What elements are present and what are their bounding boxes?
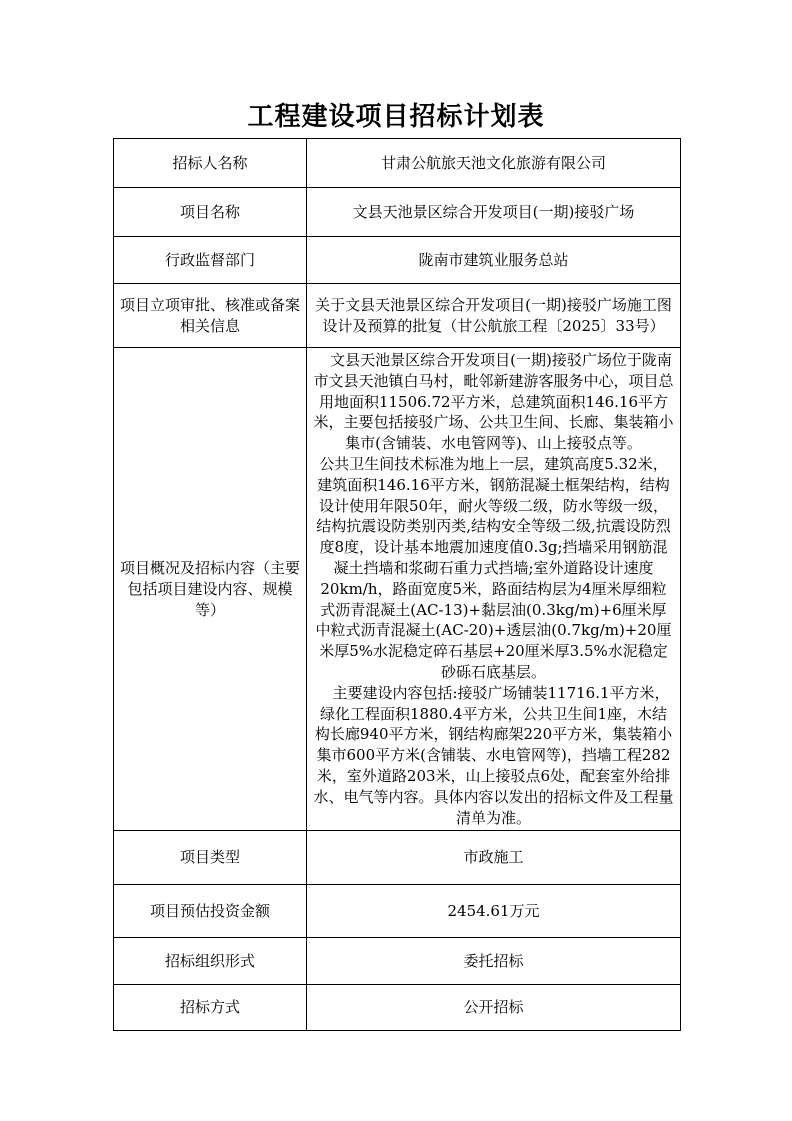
bidding-method-value: 公开招标 <box>307 985 681 1031</box>
supervision-dept-label: 行政监督部门 <box>114 237 307 284</box>
project-overview-label: 项目概况及招标内容（主要包括项目建设内容、规模等） <box>114 348 307 831</box>
supervision-dept-value: 陇南市建筑业服务总站 <box>307 237 681 284</box>
bidder-name-label: 招标人名称 <box>114 139 307 188</box>
project-name-label: 项目名称 <box>114 188 307 237</box>
row-approval-info <box>114 284 681 348</box>
document-title: 工程建设项目招标计划表 <box>247 102 545 132</box>
overview-paragraph-location: 文县天池景区综合开发项目(一期)接驳广场位于陇南市文县天池镇白马村，毗邻新建游客服务中心，项目总用地面积11506.72平方米，总建筑面积146.16平方米，主要包括接驳广场、公共卫生间、长廊、集装箱小集市(含铺装、水电管网等)、山上接驳点等。 <box>313 351 674 453</box>
approval-info-label: 项目立项审批、核准或备案相关信息 <box>114 284 307 348</box>
project-overview-value <box>307 348 681 831</box>
row-project-name <box>114 188 681 237</box>
row-supervision-dept <box>114 237 681 284</box>
row-project-overview <box>114 348 681 831</box>
row-bidder-name <box>114 139 681 188</box>
project-name-value: 文县天池景区综合开发项目(一期)接驳广场 <box>307 188 681 237</box>
organization-form-value: 委托招标 <box>307 938 681 985</box>
overview-paragraph-scope: 主要建设内容包括:接驳广场铺装11716.1平方米，绿化工程面积1880.4平方米，公共卫生间1座，木结构长廊940平方米，钢结构廊架220平方米，集装箱小集市600平方米(含铺装、水电管网等)，挡墙工程282米，室外道路203米，山上接驳点6处，配套室外给排水、电气等内容。具体内容以发出的招标文件及工程量清单为准。 <box>313 683 674 827</box>
approval-info-value: 关于文县天池景区综合开发项目(一期)接驳广场施工图设计及预算的批复（甘公航旅工程〔2025〕33号） <box>307 284 681 348</box>
overview-paragraph-technical: 公共卫生间技术标准为地上一层，建筑高度5.32米，建筑面积146.16平方米，钢筋混凝土框架结构，结构设计使用年限50年，耐火等级二级，防水等级一级，结构抗震设防类别丙类,结构安全等级二级,抗震设防烈度8度，设计基本地震加速度值0.3g;挡墙采用钢筋混凝土挡墙和浆砌石重力式挡墙;室外道路设计速度20km/h，路面宽度5米，路面结构层为4厘米厚细粒式沥青混凝土(AC-13)+黏层油(0.3kg/m)+6厘米厚中粒式沥青混凝土(AC-20)+透层油(0.7kg/m)+20厘米厚5%水泥稳定碎石基层+20厘米厚3.5%水泥稳定砂砾石底基层。 <box>315 454 672 681</box>
row-organization-form <box>114 938 681 985</box>
project-type-label: 项目类型 <box>114 831 307 885</box>
organization-form-label: 招标组织形式 <box>114 938 307 985</box>
bidder-name-value: 甘肃公航旅天池文化旅游有限公司 <box>307 139 681 188</box>
row-investment-amount <box>114 885 681 938</box>
investment-amount-label: 项目预估投资金额 <box>114 885 307 938</box>
row-project-type <box>114 831 681 885</box>
investment-amount-value: 2454.61万元 <box>307 885 681 938</box>
bidding-method-label: 招标方式 <box>114 985 307 1031</box>
project-type-value: 市政施工 <box>307 831 681 885</box>
bidding-plan-table <box>113 138 681 1031</box>
row-bidding-method <box>114 985 681 1031</box>
